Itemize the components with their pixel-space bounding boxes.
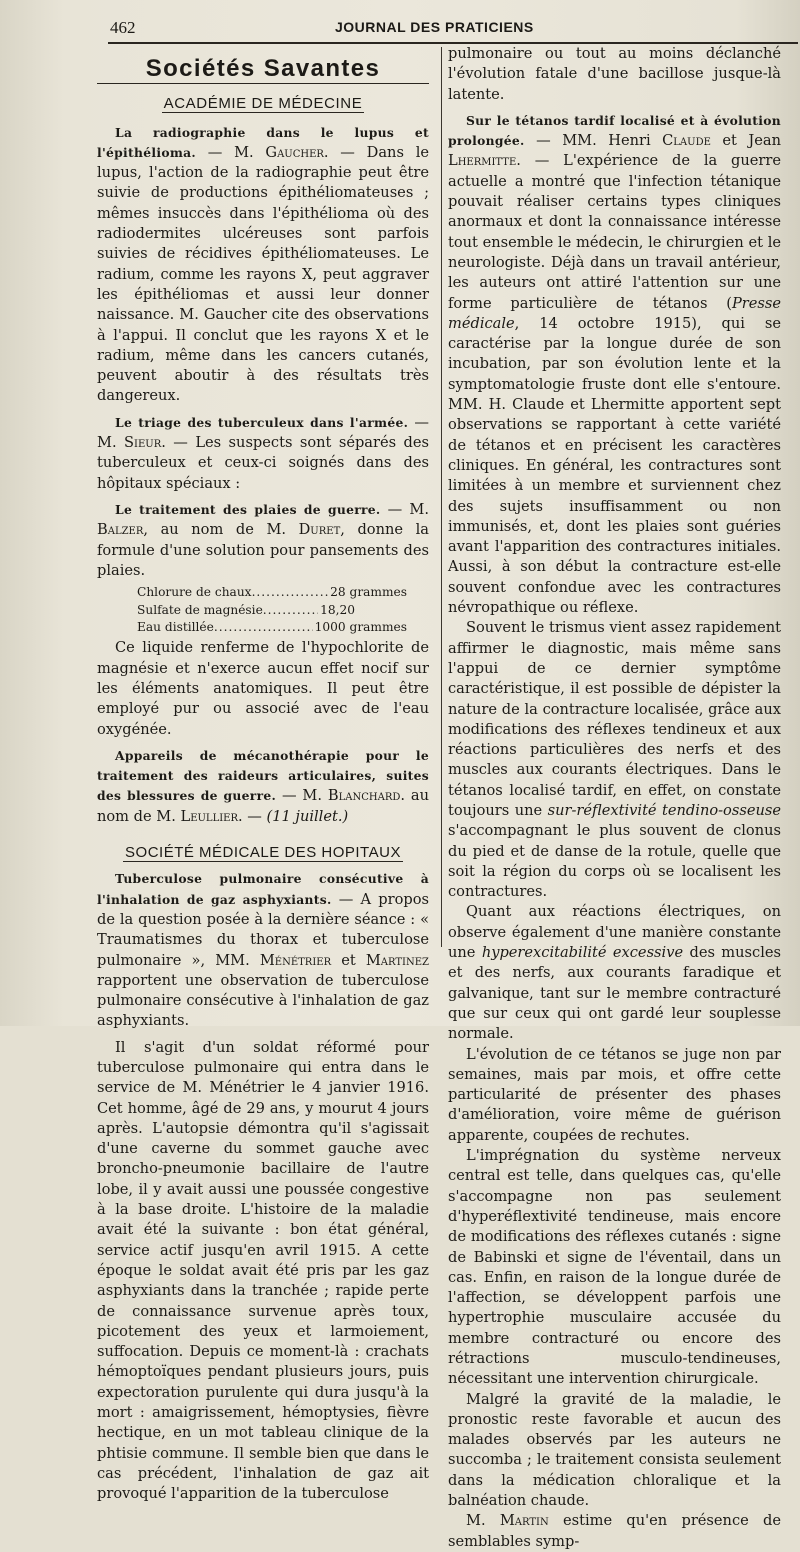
article-text-paragraph: Il s'agit d'un soldat réformé pour tuberculose pulmonaire qui entra dans le service de M. Ménétrier le 4 janvier 1916. Cet homme, âgé de 29 ans, y mourut 4 jours après. L'autopsie démontra qu'il s'agissait d'une caverne du sommet gauche avec broncho-pneumonie bacillaire de l'autre lobe, il y avait aussi une poussée congestive à la base droite. L'histoire de la maladie avait été la suivante : bon état général, service actif jusqu'en avril 1915. A cette époque le soldat avait été pris par les gaz asphyxiants dans la tranchée ; rapide perte de connaissance survenue après toux, picotement des yeux et larmoiement, suffocation. Depuis ce moment-là : crachats hémoptoïques pendant plusieurs jours, puis expectoration purulente qui dura jusqu'à la mort : amaigrissement, hémoptysies, fièvre hectique, en un mot tableau clinique de la phtisie commune. Il semble bien que dans le cas précédent, l'inhalation de gaz ait provoqué l'apparition de la tuberculose [97, 1038, 429, 1503]
article-text: . — Dans le lupus, l'action de la radiographie peut être suivie de productions épithéliomateuses ; mêmes insuccès dans l'épithélioma où des radiodermites ulcéreuses sont parfois suivies de récidives épithéliomateuses. Le radium, comme les rayons X, peut aggraver les épithéliomas et aussi leur donner naissance. M. Gaucher cite des observations à l'appui. Il conclut que les rayons X et le radium, même dans les cancers cutanés, peuvent aboutir à des résultats très dangereux. [97, 143, 429, 405]
ingredient: Eau distillée [137, 619, 214, 634]
author-name: Balzer [97, 521, 144, 539]
article-tetanos [448, 111, 781, 618]
hospital-society-heading [97, 843, 429, 863]
author-name: Lhermitte [448, 152, 517, 170]
article-continuation: pulmonaire ou tout au moins déclanché l'évolution fatale d'une bacillose jusque-là latente. [448, 45, 781, 103]
author-name: M. Martin [466, 1512, 549, 1530]
italic-term: hyperexcitabilité excessive [481, 944, 684, 962]
article-lead: Sur le tétanos tardif localisé et à évolution prolongée. [448, 112, 781, 149]
dash: — M. [195, 143, 266, 161]
left-column [97, 55, 429, 1505]
author-name: Ménétrier [259, 951, 332, 969]
article-mecanotherapie [97, 746, 429, 827]
article-text: Souvent le trismus vient assez rapidement affirmer le diagnostic, mais même sans l'appui de ce dernier symptôme caractéristique, il est possible de dépister la nature de la contracture localisée, grâce aux modifications des réflexes tendineux et aux réactions particulières des nerfs et des muscles aux courants électriques. Dans le tétanos localisé tardif, en effet, on constate toujours une [448, 619, 781, 819]
article-text-paragraph [448, 618, 781, 902]
article-plaies [97, 500, 429, 581]
article-text: des muscles et des nerfs, aux courants faradique et galvanique, tant sur le membre contracturé que sur ceux qui ont gardé leur souplesse normale. [448, 944, 782, 1043]
running-header [110, 18, 790, 40]
cited-journal: Presse médicale [448, 294, 781, 332]
right-column [448, 44, 781, 1552]
article-text: . — L'expérience de la guerre actuelle a montré que l'infection tétanique pouvait réaliser certains types cliniques anormaux et dont la connaissance intéresse tout ensemble le médecin, le chirurgien et le neurologiste. Déjà dans un travail antérieur, les auteurs ont attiré l'attention sur une forme particulière de tétanos ( [448, 152, 781, 312]
author-name: Duret [298, 521, 341, 539]
article-lead: Le triage des tuberculeux dans l'armée. [115, 414, 409, 430]
article-text: . — Les suspects sont séparés des tuberculeux et ceux-ci soignés dans des hôpitaux spéciaux : [97, 434, 429, 492]
author-name: Leullier [180, 807, 238, 825]
article-text-paragraph: L'évolution de ce tétanos se juge non par semaines, mais par mois, et offre cette particularité de présenter des phases d'amélioration, voire même de guérison apparente, coupées de rechutes. [448, 1045, 781, 1144]
dash: — M. [380, 500, 429, 518]
quantity: 28 grammes [330, 585, 407, 600]
quantity: 18,20 [320, 602, 355, 617]
connector-text: — MM. Henri [524, 132, 663, 150]
article-text-paragraph [448, 902, 781, 1044]
connector-text: . au nom de M. [97, 787, 429, 825]
recipe-row [137, 602, 407, 619]
italic-term: sur-réflextivité tendino-osseuse [547, 801, 781, 819]
article-text-paragraph: L'imprégnation du système nerveux central est telle, dans quelques cas, qu'elle s'accompagne non pas seulement d'hyperéflextivité tendineuse, mais encore de modifications des réflexes cutanés : signe de Babinski et signe de l'éventail, dans un cas. Enfin, en raison de la longue durée de l'affection, se développent parfois une hypertrophie musculaire accusée du membre contracturé ou encore des rétractions musculo-tendineuses, nécessitant une intervention chirurgicale. [448, 1147, 781, 1388]
ingredient: Sulfate de magnésie [137, 602, 263, 617]
article-lead: Tuberculose pulmonaire consécutive à l'inhalation de gaz asphyxiants. [97, 871, 429, 907]
dash: . — [238, 807, 267, 825]
author-name: Martinez [365, 951, 429, 969]
session-date: (11 juillet.) [266, 807, 349, 825]
article-tuberculose [97, 869, 429, 1031]
article-triage [97, 413, 429, 494]
connector-text: et Jean [710, 132, 781, 150]
author-name: Sieur [124, 434, 162, 452]
article-text: — A propos de la question posée à la dernière séance : « Traumatismes du thorax et tuberculose pulmonaire », MM. [97, 890, 429, 969]
article-text: s'accompagnant le plus souvent de clonus du pied et de danse de la rotule, quelle que soit la région du corps où se localisent les contractures. [448, 822, 781, 901]
article-text-paragraph [448, 1511, 781, 1552]
author-name: Gaucher [265, 143, 324, 161]
author-name: Claude [662, 132, 711, 150]
article-lead: Appareils de mécanothérapie pour le traitement des raideurs articulaires, suites des blessures de guerre. [97, 747, 429, 804]
academy-heading [97, 94, 429, 116]
article-text-paragraph: Ce liquide renferme de l'hypochlorite de magnésie et n'exerce aucun effet nocif sur les éléments anatomiques. Il peut être employé pur ou associé avec de l'eau oxygénée. [97, 639, 429, 738]
author-name: Blanchard [327, 787, 401, 805]
section-title: Sociétés Savantes [97, 59, 429, 84]
article-text: Quant aux réactions électriques, on observe également d'une manière constante une [448, 903, 781, 962]
recipe-row [137, 619, 407, 636]
ingredient: Chlorure de chaux [137, 585, 252, 600]
leader-dots [214, 619, 313, 636]
recipe-row [137, 584, 407, 601]
article-radiographie [97, 123, 429, 407]
dash: — M. [97, 413, 429, 452]
article-text: rapportent une observation de tuberculose pulmonaire consécutive à l'inhalation de gaz asphyxiants. [97, 971, 429, 1030]
article-text-paragraph: Malgré la gravité de la maladie, le pronostic reste favorable et aucun des malades observés par les auteurs ne succomba ; le traitement consista seulement dans la médication chloralique et la balnéation chaude. [448, 1390, 781, 1510]
academy-title: ACADÉMIE DE MÉDECINE [163, 95, 363, 113]
journal-title: JOURNAL DES PRATICIENS [335, 19, 534, 35]
leader-dots [263, 602, 318, 619]
article-text: , 14 octobre 1915), qui se caractérise par la longue durée de son incubation, par son évolution lente et la symptomatologie fruste dont elle s'entoure. MM. H. Claude et Lhermitte apportent sept observations se rapportant à cette variété de tétanos et en précisent les caractères cliniques. En général, les contractures sont limitées à un membre et surviennent chez des sujets insuffisamment ou non immunisés, et, dont les plaies sont guéries avant l'apparition des contractures initiales. Aussi, à son début la contracture est-elle souvent confondue avec les contractures névropathique ou réflexe. [448, 314, 781, 617]
dash: — M. [276, 787, 328, 805]
connector-text: , au nom de M. [143, 521, 299, 539]
column-divider [441, 47, 442, 947]
hospital-title: SOCIÉTÉ MÉDICALE DES HOPITAUX [125, 844, 401, 862]
article-lead: Le traitement des plaies de guerre. [115, 501, 381, 517]
article-text: , donne la formule d'une solution pour pansements des plaies. [97, 521, 429, 579]
recipe-list [137, 584, 407, 636]
page-number: 462 [110, 18, 136, 37]
connector-text: et [331, 951, 366, 969]
quantity: 1000 grammes [314, 619, 407, 634]
article-text: estime qu'en présence de semblables symp- [448, 1512, 782, 1550]
leader-dots [252, 584, 329, 601]
article-lead: La radiographie dans le lupus et l'épithélioma. [97, 124, 429, 160]
